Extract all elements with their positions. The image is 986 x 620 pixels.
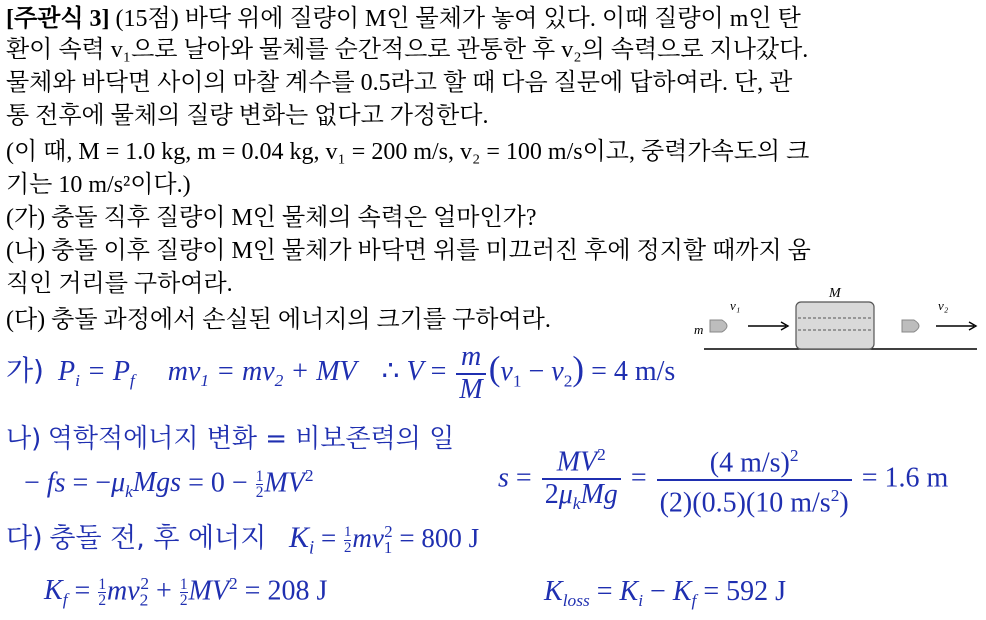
solution-b-distance: s = $\frac{MV^2}{2\mu_kMg}$ = $\frac{(4 m/s)^2}{(2)(0.5)(10 m/s^2)}$ = 1.6 m: [498, 440, 948, 520]
solution-a: 가) $P_i = P_f$ $mv_1 = mv_2$ + MV ∴ V = $\frac{m}{M}$ $(v_1 - v_2) = 4$ m/s: [6, 341, 676, 405]
solution-c: 다) 충돌 전, 후 에너지 $K_i$ = $\frac{1}{2}$ $mv_1^2 = 800$ J: [6, 521, 480, 559]
solution-c-text: 충돌 전, 후 에너지: [49, 523, 267, 554]
label-M: M: [829, 286, 841, 301]
solution-a-label: 가): [6, 354, 44, 388]
solution-b-text: 역학적에너지 변화 = 비보존력의 일: [47, 424, 455, 454]
solution-b-equation: − fs = $-\mu_kMgs = 0$ − $\frac{1}{2}$ $MV^2$: [24, 466, 314, 502]
solution-c-label: 다): [6, 523, 43, 554]
question-c: (다) 충돌 과정에서 손실된 에너지의 크기를 구하여라.: [6, 307, 551, 333]
solution-b-header: [6, 418, 454, 455]
problem-given-values: (이 때, M = 1.0 kg, m = 0.04 kg, v₁ = 200 m/s, v₂ = 100 m/s이고, 중력가속도의 크: [6, 139, 810, 165]
problem-line-3: 물체와 바닥면 사이의 마찰 계수를 0.5라고 할 때 다음 질문에 답하여라. 단, 관: [6, 70, 793, 96]
question-a: (가) 충돌 직후 질량이 M인 물체의 속력은 얼마인가?: [6, 205, 537, 231]
solution-c-kf: $K_f$ = $\frac{1}{2}$ $mv_2^2$ + $\frac{1}{2}$ $MV^2 = 208$ J: [44, 574, 328, 610]
label-m: m: [694, 322, 704, 337]
block-M: [796, 302, 874, 349]
solution-c-kloss: $K_{loss} = K_i - K_f = 592$ J: [544, 576, 787, 611]
problem-line-4: 통 전후에 물체의 질량 변화는 없다고 가정한다.: [6, 103, 489, 129]
label-v2: v₂: [938, 298, 949, 313]
label-v1: v₁: [730, 298, 741, 313]
problem-line-1: [주관식 3] (15점) 바닥 위에 질량이 M인 물체가 놓여 있다. 이때 질량이 m인 탄: [6, 6, 801, 32]
problem-gravity: 기는 10 m/s²이다.): [6, 172, 191, 198]
bullet-outgoing: [902, 320, 919, 332]
bullet-incoming: [710, 320, 727, 332]
question-b-line-2: 직인 거리를 구하여라.: [6, 271, 233, 297]
problem-line-2: 환이 속력 v₁으로 날아와 물체를 순간적으로 관통한 후 v₂의 속력으로 지나갔다.: [6, 37, 809, 63]
question-b-line-1: (나) 충돌 이후 질량이 M인 물체가 바닥면 위를 미끄러진 후에 정지할 때까지 움: [6, 238, 811, 264]
problem-header: [주관식 3]: [6, 6, 110, 32]
collision-diagram: [690, 282, 982, 354]
solution-b-label: 나): [6, 424, 42, 454]
